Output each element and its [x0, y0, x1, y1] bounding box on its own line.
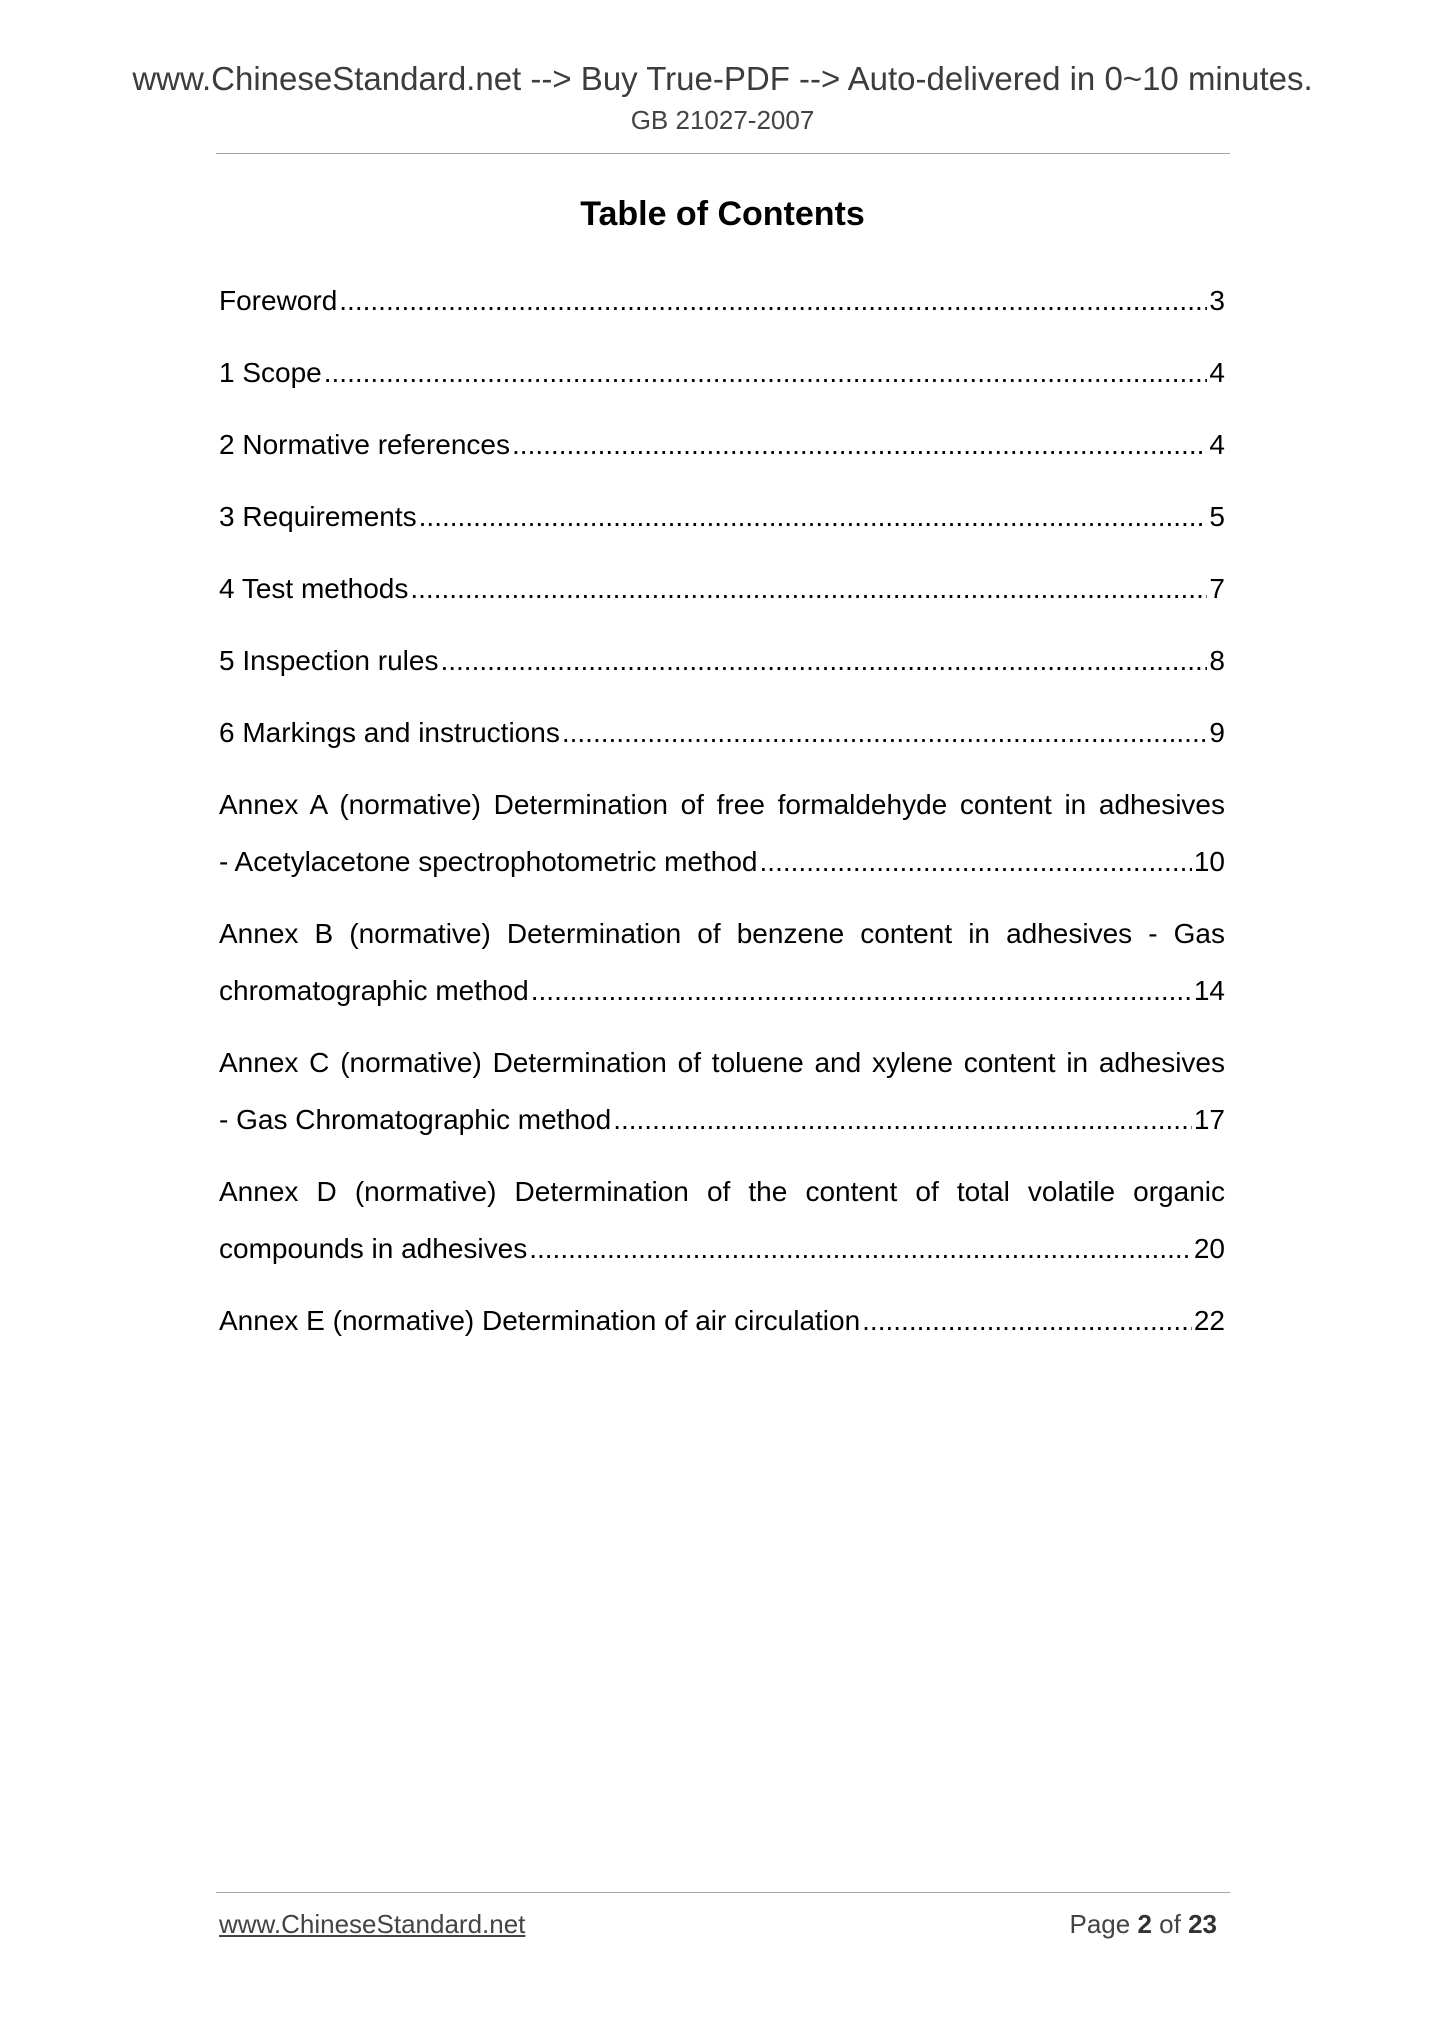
toc-entry-label: 6 Markings and instructions — [219, 717, 560, 748]
toc-entry-test-methods[interactable] — [219, 560, 1225, 617]
toc-entry-label: 2 Normative references — [219, 429, 511, 460]
toc-entry-label: 3 Requirements — [219, 501, 417, 532]
toc-entry-page: 9 — [1209, 717, 1225, 748]
toc-entry-page: 10 — [1193, 846, 1225, 877]
toc-entry-scope[interactable] — [219, 344, 1225, 401]
page-of: of — [1159, 1909, 1181, 1939]
dot-leader — [410, 560, 1207, 617]
toc-entry-normative-references[interactable] — [219, 416, 1225, 473]
toc-entry-annex-b[interactable] — [219, 905, 1225, 1019]
toc-entry-annex-c[interactable] — [219, 1034, 1225, 1148]
toc-entry-page: 3 — [1209, 285, 1225, 316]
toc-entry-annex-e[interactable] — [219, 1292, 1225, 1349]
dot-leader — [529, 1220, 1192, 1277]
document-code: GB 21027-2007 — [630, 105, 815, 135]
dot-leader — [613, 1091, 1192, 1148]
page-prefix: Page — [1069, 1909, 1131, 1939]
toc-entry-label-continued: compounds in adhesives — [219, 1233, 528, 1264]
toc-entry-label-continued: - Acetylacetone spectrophotometric method — [219, 846, 758, 877]
toc-entry-label: 5 Inspection rules — [219, 645, 439, 676]
toc-entry-label-continued: - Gas Chromatographic method — [219, 1104, 612, 1135]
toc-entry-page: 22 — [1193, 1305, 1225, 1336]
dot-leader — [440, 632, 1207, 689]
total-pages: 23 — [1188, 1909, 1217, 1939]
toc-entry-page: 14 — [1193, 975, 1225, 1006]
toc-entry-page: 5 — [1209, 501, 1225, 532]
dot-leader — [339, 272, 1207, 329]
table-of-contents — [219, 272, 1225, 1364]
toc-entry-label: Annex D (normative) Determination of the content of total volatile organic — [219, 1176, 1225, 1207]
toc-entry-label-continued: chromatographic method — [219, 975, 529, 1006]
toc-entry-page: 20 — [1193, 1233, 1225, 1264]
current-page: 2 — [1137, 1909, 1152, 1939]
toc-entry-page: 7 — [1209, 573, 1225, 604]
toc-entry-annex-a[interactable] — [219, 776, 1225, 890]
toc-entry-label: 4 Test methods — [219, 573, 409, 604]
toc-entry-label: Annex A (normative) Determination of free formaldehyde content in adhesives — [219, 789, 1225, 820]
toc-entry-markings-and-instructions[interactable] — [219, 704, 1225, 761]
toc-entry-label: 1 Scope — [219, 357, 322, 388]
page-number — [1069, 1906, 1217, 1942]
toc-entry-page: 17 — [1193, 1104, 1225, 1135]
toc-entry-inspection-rules[interactable] — [219, 632, 1225, 689]
toc-entry-page: 4 — [1209, 429, 1225, 460]
dot-leader — [531, 962, 1192, 1019]
dot-leader — [324, 344, 1208, 401]
header-divider — [216, 153, 1230, 154]
toc-entry-requirements[interactable] — [219, 488, 1225, 545]
toc-entry-label: Annex C (normative) Determination of toluene and xylene content in adhesives — [219, 1047, 1225, 1078]
toc-entry-page: 4 — [1209, 357, 1225, 388]
header-banner: www.ChineseStandard.net --> Buy True-PDF --> Auto-delivered in 0~10 minutes. — [132, 60, 1313, 97]
toc-entry-page: 8 — [1209, 645, 1225, 676]
toc-entry-label: Foreword — [219, 285, 338, 316]
dot-leader — [562, 704, 1208, 761]
dot-leader — [512, 416, 1207, 473]
toc-entry-label: Annex B (normative) Determination of benzene content in adhesives - Gas — [219, 918, 1225, 949]
dot-leader — [760, 833, 1192, 890]
toc-entry-annex-d[interactable] — [219, 1163, 1225, 1277]
footer-divider — [216, 1892, 1230, 1893]
footer-website-link[interactable]: www.ChineseStandard.net — [219, 1909, 526, 1939]
toc-entry-foreword[interactable] — [219, 272, 1225, 329]
dot-leader — [419, 488, 1208, 545]
toc-entry-label: Annex E (normative) Determination of air circulation — [219, 1305, 861, 1336]
dot-leader — [862, 1292, 1192, 1349]
toc-title: Table of Contents — [580, 195, 865, 233]
